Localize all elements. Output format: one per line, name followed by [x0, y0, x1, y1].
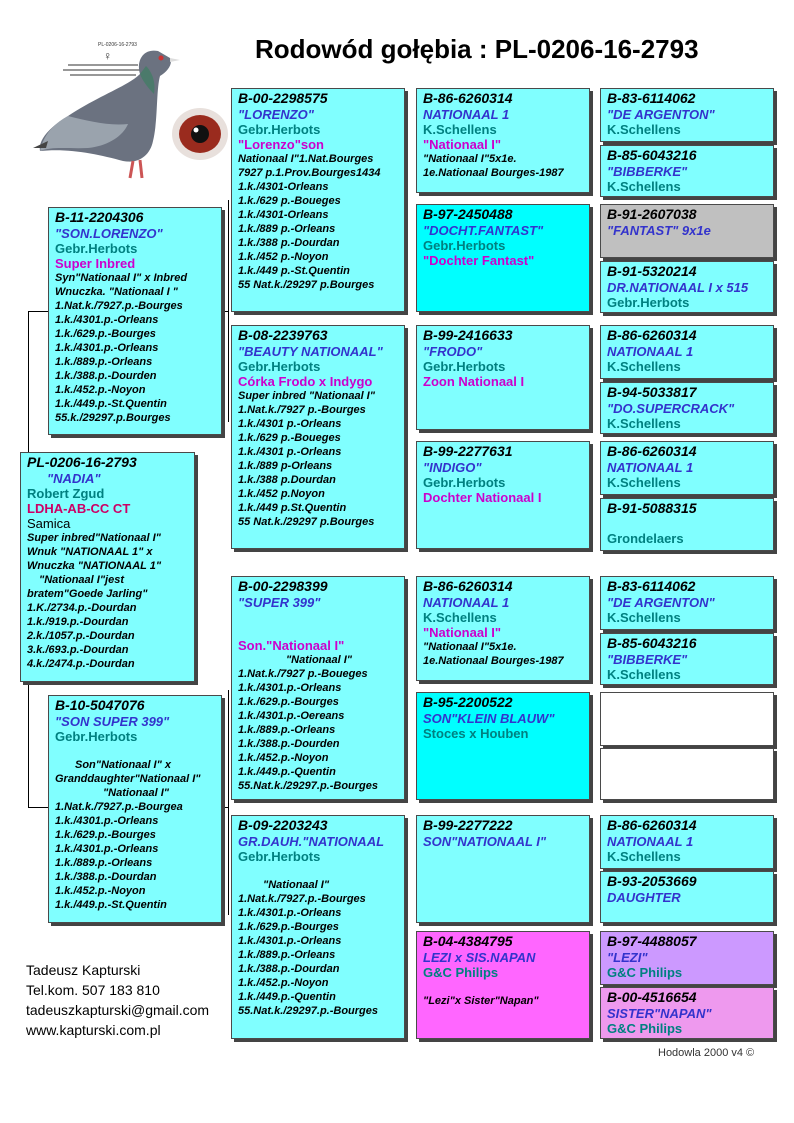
- note-line: 1.k./4301-Orleans: [238, 209, 329, 221]
- note-line: 1.k./629.p.-Bourges: [55, 829, 156, 841]
- ring-number: B-85-6043216: [607, 635, 697, 651]
- note-line: 1e.Nationaal Bourges-1987: [423, 167, 564, 179]
- ring-number: B-99-2277631: [423, 443, 513, 459]
- breeder: Gebr.Herbots: [607, 295, 690, 310]
- grandparent-card[interactable]: [231, 576, 405, 800]
- pigeon-name: "NADIA": [47, 471, 101, 486]
- contact-website[interactable]: www.kapturski.com.pl: [26, 1022, 161, 1038]
- gg-grandparent-card[interactable]: [600, 633, 774, 685]
- sex: Samica: [27, 516, 71, 531]
- note-line: 1.Nat.k./7927 p.-Bourges: [238, 404, 366, 416]
- note-line: 1.k./452.p.-Noyon: [238, 752, 329, 764]
- ring-number: B-00-2298399: [238, 578, 328, 594]
- note-line: 1.k./4301.p.-Orleans: [55, 314, 159, 326]
- logo-text: PL-0206-16-2793: [98, 42, 137, 48]
- breeder: Gebr.Herbots: [423, 238, 506, 253]
- note-line: 1.k./388 p.Dourdan: [238, 474, 336, 486]
- note-line: 1.k./4301.p.-Orleans: [238, 682, 342, 694]
- ring-number: B-86-6260314: [607, 327, 697, 343]
- tag: Son."Nationaal I": [238, 638, 345, 653]
- great-grandparent-card[interactable]: [416, 325, 590, 430]
- pigeon-name: "BIBBERKE": [607, 164, 688, 179]
- gg-grandparent-card[interactable]: [600, 871, 774, 923]
- note-line: 7927 p.1.Prov.Bourges1434: [238, 167, 381, 179]
- note-line: 55 Nat.k./29297 p.Bourges: [238, 516, 375, 528]
- breeder: Gebr.Herbots: [423, 475, 506, 490]
- note-line: 2.k./1057.p.-Dourdan: [27, 630, 135, 642]
- connector-line: [28, 682, 29, 807]
- gg-grandparent-card-empty[interactable]: [600, 748, 774, 800]
- note-line: 1.k./452.p.-Noyon: [55, 885, 146, 897]
- note-line: "Nationaal I": [263, 879, 330, 891]
- pigeon-name: SON"KLEIN BLAUW": [423, 711, 555, 726]
- pigeon-name: "DE ARGENTON": [607, 107, 715, 122]
- gg-grandparent-card[interactable]: [600, 88, 774, 142]
- gg-grandparent-card[interactable]: [600, 498, 774, 551]
- connector-line: [222, 311, 228, 312]
- note-line: "Nationaal I"jest: [39, 574, 125, 586]
- note-line: "Nationaal I"5x1e.: [423, 153, 517, 165]
- note-line: 1.k./629.p.-Bourges: [238, 921, 339, 933]
- note-line: "Lezi"x Sister"Napan": [423, 995, 539, 1007]
- pigeon-name: "SUPER 399": [238, 595, 321, 610]
- pigeon-name: "LORENZO": [238, 107, 314, 122]
- breeder: K.Schellens: [423, 122, 497, 137]
- note-line: 1.Nat.k./7927.p.-Bourgea: [55, 801, 183, 813]
- breeder: Stoces x Houben: [423, 726, 529, 741]
- note-line: Nationaal I"1.Nat.Bourges: [238, 153, 374, 165]
- ring-number: B-91-5088315: [607, 500, 697, 516]
- contact-email[interactable]: tadeuszkapturski@gmail.com: [26, 1002, 210, 1018]
- note-line: Super inbred"Nationaal I": [27, 532, 161, 544]
- pigeon-name: SISTER"NAPAN": [607, 1006, 712, 1021]
- note-line: 1.k./629.p.-Bourges: [238, 696, 339, 708]
- note-line: 55.Nat.k./29297.p.-Bourges: [238, 1005, 379, 1017]
- dam-card[interactable]: [48, 695, 222, 923]
- pigeon-name: "DE ARGENTON": [607, 595, 715, 610]
- ring-number: B-93-2053669: [607, 873, 697, 889]
- note-line: 1.k./449 p.St.Quentin: [238, 502, 347, 514]
- note-line: 1.Nat.k./7927.p.-Bourges: [55, 300, 183, 312]
- great-grandparent-card[interactable]: [416, 88, 590, 193]
- breeder: Gebr.Herbots: [55, 241, 138, 256]
- pigeon-name: GR.DAUH."NATIONAAL: [238, 834, 385, 849]
- note-line: Wnuczka. "Nationaal I ": [55, 286, 178, 298]
- tag: "Nationaal I": [423, 137, 502, 152]
- pigeon-name: "DOCHT.FANTAST": [423, 223, 544, 238]
- pigeon-name: "BEAUTY NATIONAAL": [238, 344, 383, 359]
- tag: "Nationaal I": [423, 625, 502, 640]
- note-line: 1.k./4301.p.-Orleans: [55, 815, 159, 827]
- tag: Zoon Nationaal I: [423, 374, 525, 389]
- breeder: Gebr.Herbots: [423, 359, 506, 374]
- gg-grandparent-card-empty[interactable]: [600, 692, 774, 746]
- note-line: Super inbred "Nationaal I": [238, 390, 375, 402]
- ring-number: B-94-5033817: [607, 384, 697, 400]
- note-line: 1.k./449.p.-Quentin: [238, 991, 336, 1003]
- note-line: 1.k./889.p.-Orleans: [238, 949, 336, 961]
- note-line: Syn"Nationaal I" x Inbred: [55, 272, 188, 284]
- breeder: Robert Zgud: [27, 486, 105, 501]
- gg-grandparent-card[interactable]: [600, 382, 774, 434]
- note-line: 1.k./452 p.-Noyon: [238, 251, 329, 263]
- ring-number: B-86-6260314: [423, 90, 513, 106]
- breeder: Gebr.Herbots: [238, 122, 321, 137]
- grandparent-card[interactable]: [231, 88, 405, 312]
- breeder: K.Schellens: [607, 416, 681, 431]
- tag: Córka Frodo x Indygo: [238, 374, 373, 389]
- ring-number: B-99-2277222: [423, 817, 513, 833]
- note-line: 1.k./889 p-Orleans: [238, 460, 333, 472]
- breeder: Grondelaers: [607, 531, 684, 546]
- breeder: K.Schellens: [607, 667, 681, 682]
- gg-grandparent-card[interactable]: [600, 931, 774, 985]
- pigeon-name: "INDIGO": [423, 460, 482, 475]
- note-line: 1e.Nationaal Bourges-1987: [423, 655, 564, 667]
- ring-number: B-00-2298575: [238, 90, 328, 106]
- pigeon-name: LEZI x SIS.NAPAN: [423, 950, 536, 965]
- pigeon-name: NATIONAAL 1: [423, 595, 510, 610]
- great-grandparent-card[interactable]: [416, 441, 590, 549]
- pigeon-name: NATIONAAL 1: [607, 460, 694, 475]
- ring-number: B-97-2450488: [423, 206, 513, 222]
- note-line: 1.k./449.p.-St.Quentin: [55, 398, 167, 410]
- note-line: 1.k./449.p.-Quentin: [238, 766, 336, 778]
- ring-number: B-85-6043216: [607, 147, 697, 163]
- note-line: 55.k./29297.p.Bourges: [55, 412, 171, 424]
- tag: Dochter Nationaal I: [423, 490, 542, 505]
- great-grandparent-card[interactable]: [416, 692, 590, 800]
- note-line: "Nationaal I": [285, 654, 353, 666]
- ring-number: B-91-5320214: [607, 263, 697, 279]
- connector-line: [28, 807, 48, 808]
- note-line: 1.k./4301-Orleans: [238, 181, 329, 193]
- footer-text: Hodowla 2000 v4 ©: [658, 1047, 755, 1059]
- note-line: 1.k./4301.p.-Orleans: [238, 935, 342, 947]
- note-line: Granddaughter"Nationaal I": [55, 773, 201, 785]
- breeder: K.Schellens: [607, 179, 681, 194]
- gg-grandparent-card[interactable]: [600, 261, 774, 313]
- gg-grandparent-card[interactable]: [600, 204, 774, 258]
- pigeon-name: NATIONAAL 1: [423, 107, 510, 122]
- note-line: Wnuk "NATIONAAL 1" x: [27, 546, 153, 558]
- note-line: 1.K./2734.p.-Dourdan: [27, 602, 137, 614]
- grandparent-card[interactable]: [231, 325, 405, 549]
- breeder: Gebr.Herbots: [55, 729, 138, 744]
- ring-number: B-86-6260314: [423, 578, 513, 594]
- note-line: 1.k./388.p.-Dourdan: [55, 871, 157, 883]
- gg-grandparent-card[interactable]: [600, 145, 774, 197]
- breeder: K.Schellens: [607, 610, 681, 625]
- pigeon-name: DAUGHTER: [607, 890, 681, 905]
- breeder: G&C Philips: [423, 965, 499, 980]
- note-line: 1.k./889 p.-Orleans: [238, 223, 336, 235]
- note-line: "Nationaal I": [102, 787, 170, 799]
- sire-card[interactable]: [48, 207, 222, 435]
- note-line: 55 Nat.k./29297 p.Bourges: [238, 279, 375, 291]
- ring-number: B-10-5047076: [55, 697, 145, 713]
- great-grandparent-card[interactable]: [416, 576, 590, 681]
- gg-grandparent-card[interactable]: [600, 325, 774, 379]
- grandparent-card[interactable]: [231, 815, 405, 1039]
- breeder: Gebr.Herbots: [238, 359, 321, 374]
- note-line: 1.k./4301 p.-Orleans: [238, 446, 342, 458]
- note-line: 1.k./388.p.-Dourdan: [238, 963, 340, 975]
- note-line: 1.k./889.p.-Orleans: [55, 857, 153, 869]
- ring-number: B-99-2416633: [423, 327, 513, 343]
- note-line: 1.k./629 p.-Boueges: [238, 432, 341, 444]
- ring-number: B-04-4384795: [423, 933, 513, 949]
- note-line: 1.k./889.p.-Orleans: [55, 356, 153, 368]
- note-line: "Nationaal I"5x1e.: [423, 641, 517, 653]
- connector-line: [28, 311, 48, 312]
- svg-text:♀: ♀: [103, 49, 112, 63]
- pigeon-photo: [28, 36, 233, 186]
- ring-number: B-91-2607038: [607, 206, 697, 222]
- breeder: K.Schellens: [607, 849, 681, 864]
- subject-card[interactable]: [20, 452, 195, 682]
- contact-phone: Tel.kom. 507 183 810: [26, 982, 160, 998]
- note-line: 1.k./388.p.-Dourden: [238, 738, 340, 750]
- note-line: 1.k./629 p.-Boueges: [238, 195, 341, 207]
- note-line: 1.k./452 p.Noyon: [238, 488, 325, 500]
- tag: "Lorenzo"son: [238, 137, 324, 152]
- note-line: 1.k./4301 p.-Orleans: [238, 418, 342, 430]
- great-grandparent-card[interactable]: [416, 815, 590, 923]
- contact-name: Tadeusz Kapturski: [26, 962, 141, 978]
- ring-number: B-86-6260314: [607, 443, 697, 459]
- pigeon-name: "BIBBERKE": [607, 652, 688, 667]
- pigeon-name: "SON SUPER 399": [55, 714, 170, 729]
- breeder: Gebr.Herbots: [238, 849, 321, 864]
- connector-line: [228, 200, 229, 422]
- note-line: 1.k./4301.p.-Oereans: [238, 710, 345, 722]
- contact-block: [26, 960, 209, 1040]
- ring-number: B-08-2239763: [238, 327, 328, 343]
- ring-number: B-09-2203243: [238, 817, 328, 833]
- breeder: K.Schellens: [607, 359, 681, 374]
- tag: LDHA-AB-CC CT: [27, 501, 131, 516]
- ring-number: B-97-4488057: [607, 933, 697, 949]
- connector-line: [222, 807, 228, 808]
- page-title: Rodowód gołębia : PL-0206-16-2793: [255, 34, 699, 64]
- ring-number: B-95-2200522: [423, 694, 513, 710]
- ring-number: B-83-6114062: [607, 578, 696, 594]
- note-line: 1.k./889.p.-Orleans: [238, 724, 336, 736]
- great-grandparent-card[interactable]: [416, 931, 590, 1039]
- pigeon-name: "SON.LORENZO": [55, 226, 163, 241]
- pigeon-name: "LEZI": [607, 950, 648, 965]
- tag: "Dochter Fantast": [423, 253, 535, 268]
- note-line: 1.k./4301.p.-Orleans: [55, 843, 159, 855]
- note-line: 1.k./4301.p.-Orleans: [238, 907, 342, 919]
- breeder: K.Schellens: [607, 475, 681, 490]
- pigeon-name: "FRODO": [423, 344, 483, 359]
- note-line: 1.Nat.k./7927.p.-Bourges: [238, 893, 366, 905]
- note-line: 4.k./2474.p.-Dourdan: [27, 658, 135, 670]
- note-line: 1.Nat.k./7927 p.-Boueges: [238, 668, 368, 680]
- note-line: 1.k./452.p.-Noyon: [55, 384, 146, 396]
- connector-line: [28, 311, 29, 453]
- ring-number: B-86-6260314: [607, 817, 697, 833]
- note-line: Son"Nationaal I" x: [75, 759, 172, 771]
- tag: Super Inbred: [55, 256, 136, 271]
- connector-line: [228, 690, 229, 915]
- ring-number: B-11-2204306: [55, 209, 144, 225]
- note-line: bratem"Goede Jarling": [27, 588, 148, 600]
- note-line: 1.k./919.p.-Dourdan: [27, 616, 129, 628]
- great-grandparent-card[interactable]: [416, 204, 590, 312]
- note-line: 1.k./629.p.-Bourges: [55, 328, 156, 340]
- pigeon-name: "DO.SUPERCRACK": [607, 401, 735, 416]
- breeder: G&C Philips: [607, 1021, 683, 1036]
- note-line: Wnuczka "NATIONAAL 1": [27, 560, 162, 572]
- gg-grandparent-card[interactable]: [600, 576, 774, 630]
- breeder: K.Schellens: [607, 122, 681, 137]
- gg-grandparent-card[interactable]: [600, 815, 774, 869]
- ring-number: B-00-4516654: [607, 989, 697, 1005]
- note-line: 1.k./452.p.-Noyon: [238, 977, 329, 989]
- pigeon-name: NATIONAAL 1: [607, 344, 694, 359]
- note-line: 1.k./449 p.-St.Quentin: [238, 265, 350, 277]
- ring-number: PL-0206-16-2793: [27, 454, 137, 470]
- breeder: K.Schellens: [423, 610, 497, 625]
- pigeon-name: "FANTAST" 9x1e: [607, 223, 711, 238]
- note-line: 3.k./693.p.-Dourdan: [27, 644, 129, 656]
- note-line: 1.k./388 p.-Dourdan: [238, 237, 340, 249]
- gg-grandparent-card[interactable]: [600, 441, 774, 495]
- note-line: 1.k./4301.p.-Orleans: [55, 342, 159, 354]
- gg-grandparent-card[interactable]: [600, 987, 774, 1039]
- note-line: 1.k./388.p.-Dourden: [55, 370, 157, 382]
- pigeon-name: SON"NATIONAAL I": [423, 834, 547, 849]
- pigeon-name: DR.NATIONAAL I x 515: [607, 280, 749, 295]
- note-line: 55.Nat.k./29297.p.-Bourges: [238, 780, 379, 792]
- pigeon-name: NATIONAAL 1: [607, 834, 694, 849]
- breeder: G&C Philips: [607, 965, 683, 980]
- note-line: 1.k./449.p.-St.Quentin: [55, 899, 167, 911]
- ring-number: B-83-6114062: [607, 90, 696, 106]
